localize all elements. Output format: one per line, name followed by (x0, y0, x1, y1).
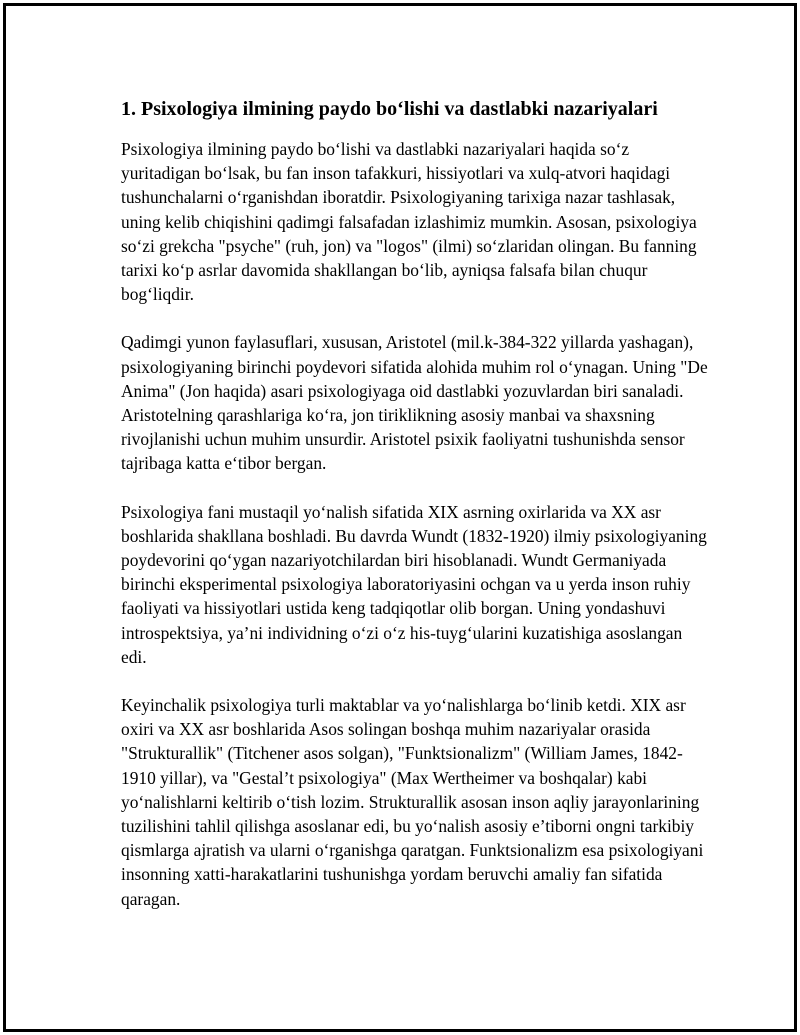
paragraph-1: Psixologiya ilmining paydo bo‘lishi va dastlabki nazariyalari haqida so‘z yuritadigan bo‘lsak, bu fan inson tafakkuri, hissiyotlari va xulq-atvori haqidagi tushunchalarni o‘rganishdan iboratdir. Psixologiyaning tarixiga nazar tashlasak, uning kelib chiqishini qadimgi falsafadan izlashimiz mumkin. Asosan, psixologiya so‘zi grekcha "psyche" (ruh, jon) va "logos" (ilmi) so‘zlaridan olingan. Bu fanning tarixi ko‘p asrlar davomida shakllangan bo‘lib, ayniqsa falsafa bilan chuqur bog‘liqdir. (121, 139, 697, 305)
document-body (121, 94, 711, 935)
paragraph-4: Keyinchalik psixologiya turli maktablar va yo‘nalishlarga bo‘linib ketdi. XIX asr oxiri va XX asr boshlarida Asos solingan boshqa muhim nazariyalar orasida "Strukturallik" (Titchener asos solgan), "Funktsionalizm" (William James, 1842-1910 yillar), va "Gestal’t psixologiya" (Max Wertheimer va boshqalar) kabi yo‘nalishlarni keltirib o‘tish lozim. Strukturallik asosan inson aqliy jarayonlarining tuzilishini tahlil qilishga asoslanar edi, bu yo‘nalish asosiy e’tiborni ongni tarkibiy qismlarga ajratish va ularni o‘rganishga qaratgan. Funktsionalizm esa psixologiyani insonning xatti-harakatlarini tushunishga yordam beruvchi amaliy fan sifatida qaragan. (121, 695, 704, 909)
paragraph-3: Psixologiya fani mustaqil yo‘nalish sifatida XIX asrning oxirlarida va XX asr boshlarida shakllana boshladi. Bu davrda Wundt (1832-1920) ilmiy psixologiyaning poydevorini qo‘ygan nazariyotchilardan biri hisoblanadi. Wundt Germaniyada birinchi eksperimental psixologiya laboratoriyasini ochgan va u yerda inson ruhiy faoliyati va hissiyotlari ustida keng tadqiqotlar olib borgan. Uning yondashuvi introspektsiya, ya’ni individning o‘zi o‘z his-tuyg‘ularini kuzatishiga asoslangan edi. (121, 501, 707, 667)
section-title: 1. Psixologiya ilmining paydo bo‘lishi va dastlabki nazariyalari (121, 98, 658, 120)
paragraph-2: Qadimgi yunon faylasuflari, xususan, Aristotel (mil.k-384-322 yillarda yashagan), psixologiyaning birinchi poydevori sifatida alohida muhim rol o‘ynagan. Uning "De Anima" (Jon haqida) asari psixologiyaga oid dastlabki yozuvlardan biri sanaladi. Aristotelning qarashlariga ko‘ra, jon tiriklikning asosiy manbai va shaxsning rivojlanishi uchun muhim unsurdir. Aristotel psixik faoliyatni tushunishda sensor tajribaga katta e‘tibor bergan. (121, 332, 708, 474)
page-frame (3, 3, 797, 1032)
